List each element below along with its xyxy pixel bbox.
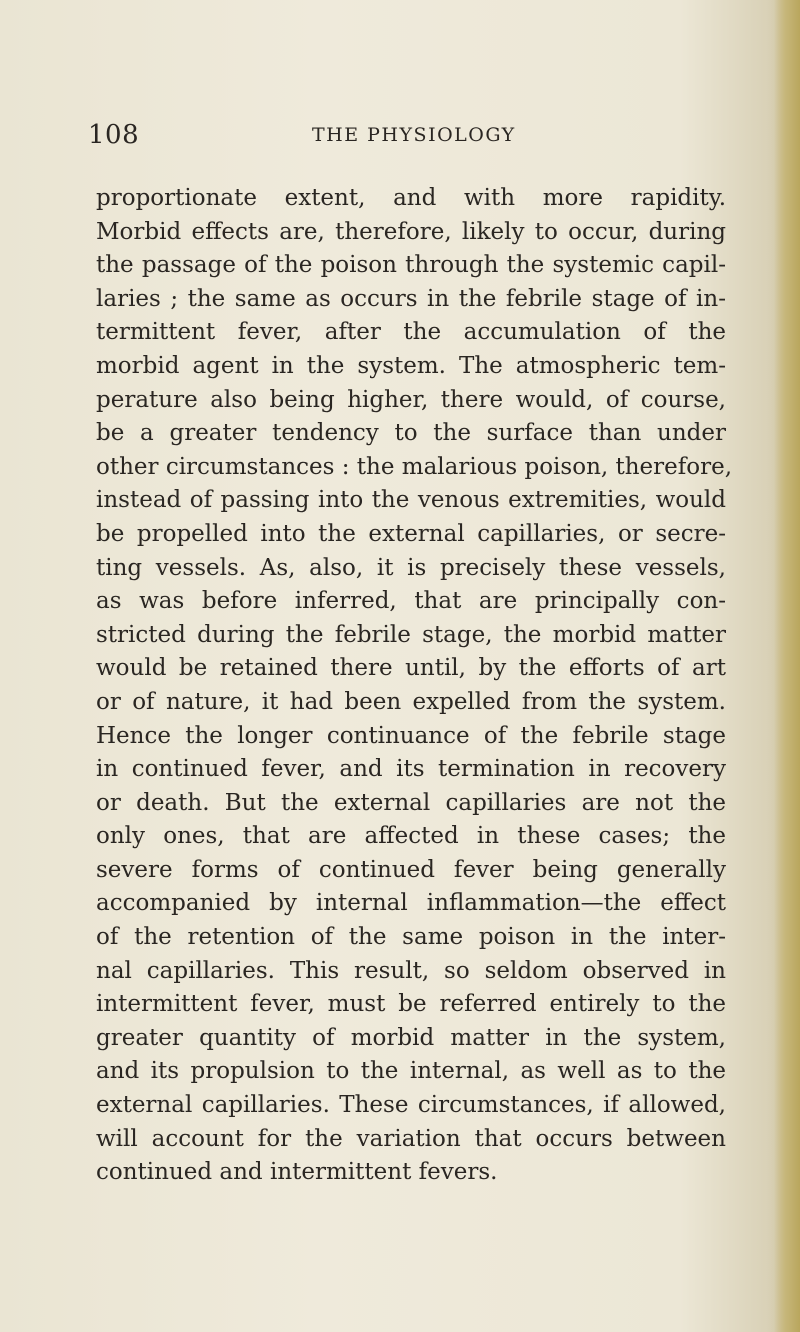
text-line: Morbid effects are, therefore, likely to occur, during	[96, 218, 726, 245]
text-line: or death. But the external capillaries are not the	[96, 789, 726, 816]
text-line: morbid agent in the system. The atmospheric tem-	[96, 352, 726, 379]
text-line: accompanied by internal inflammation—the effect	[96, 890, 726, 917]
body-text	[96, 182, 733, 1190]
text-line: in continued fever, and its termination in recovery	[96, 756, 726, 783]
text-line: proportionate extent, and with more rapidity.	[96, 185, 726, 211]
text-line: of the retention of the same poison in the inter-	[96, 924, 726, 951]
text-line: intermittent fever, must be referred entirely to the	[96, 991, 726, 1018]
text-line: would be retained there until, by the efforts of art	[96, 655, 726, 682]
text-line: instead of passing into the venous extremities, would	[96, 487, 726, 514]
text-line: stricted during the febrile stage, the morbid matter	[96, 621, 726, 648]
text-line: continued and intermittent fevers.	[96, 1159, 498, 1186]
text-line: the passage of the poison through the systemic capil-	[96, 252, 726, 279]
text-line: will account for the variation that occurs between	[96, 1125, 726, 1152]
text-line: Hence the longer continuance of the febrile stage	[96, 722, 726, 749]
page-edge-shadow	[774, 0, 800, 1332]
text-line: be propelled into the external capillaries, or secre-	[96, 520, 726, 547]
text-line: laries ; the same as occurs in the febrile stage of in-	[96, 285, 726, 312]
text-line: nal capillaries. This result, so seldom observed in	[96, 957, 726, 984]
text-line: severe forms of continued fever being generally	[96, 856, 726, 883]
page-header	[0, 120, 800, 160]
running-head: THE PHYSIOLOGY	[312, 124, 516, 146]
text-line: and its propulsion to the internal, as well as to the	[96, 1058, 726, 1085]
text-line: ting vessels. As, also, it is precisely these vessels,	[96, 554, 726, 581]
text-line: termittent fever, after the accumulation of the	[96, 319, 726, 346]
text-line: be a greater tendency to the surface than under	[96, 420, 726, 447]
text-line: external capillaries. These circumstances, if allowed,	[96, 1092, 726, 1119]
text-line: greater quantity of morbid matter in the system,	[96, 1024, 726, 1051]
text-line: other circumstances : the malarious poison, therefore,	[96, 453, 733, 480]
text-line: only ones, that are affected in these cases; the	[96, 823, 726, 850]
text-line: or of nature, it had been expelled from the system.	[96, 688, 726, 715]
text-line: perature also being higher, there would, of course,	[96, 386, 726, 413]
page-number: 108	[88, 120, 140, 150]
text-line: as was before inferred, that are principally con-	[96, 588, 726, 615]
